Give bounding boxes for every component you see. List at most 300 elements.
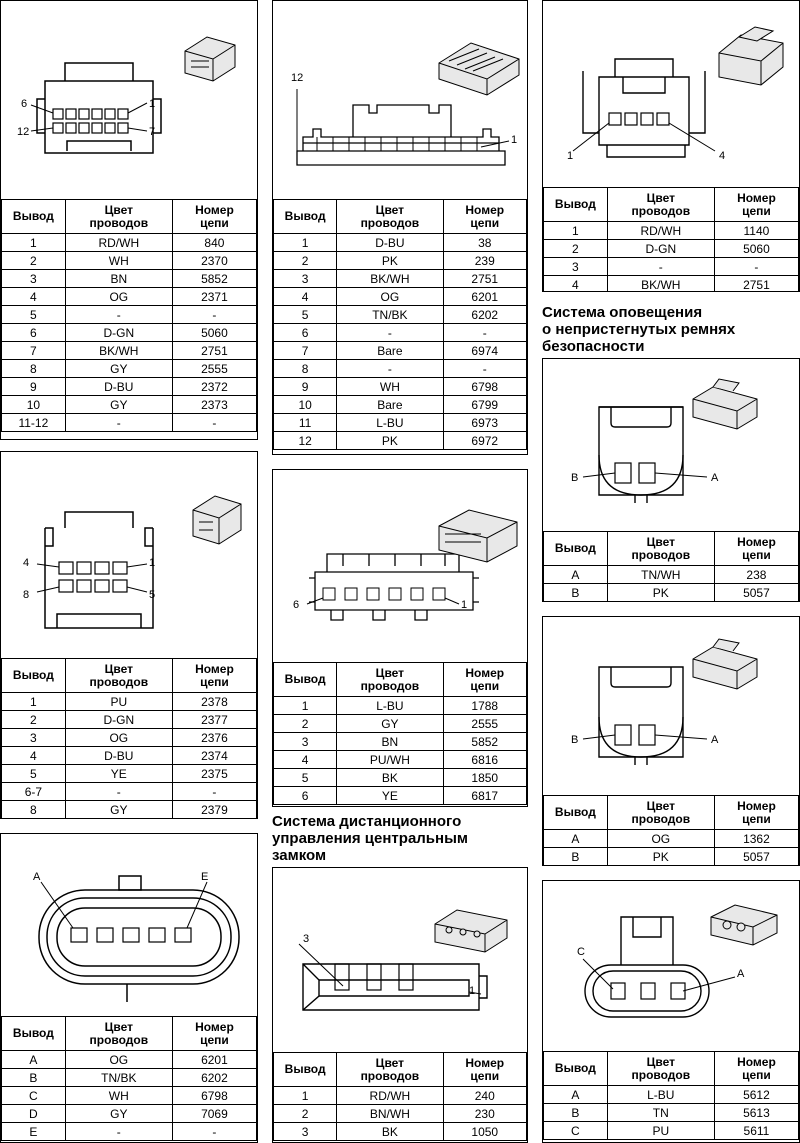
wire-color-cell: BK/WH xyxy=(337,270,443,288)
connector-panel-6 xyxy=(272,867,528,1143)
pin-cell: B xyxy=(544,848,608,866)
table-row xyxy=(274,715,527,733)
wire-color-cell: BK/WH xyxy=(607,276,714,293)
table-row xyxy=(544,584,799,602)
wire-color-cell: PU/WH xyxy=(337,751,443,769)
pin-cell: 4 xyxy=(544,276,608,293)
connector-1-label-b: 1 xyxy=(149,98,156,110)
connector-5-table xyxy=(273,662,527,805)
pin-cell: C xyxy=(2,1087,66,1105)
circuit-number-cell: 2555 xyxy=(443,715,527,733)
pin-header: Вывод xyxy=(544,1052,608,1086)
pin-cell: 5 xyxy=(2,306,66,324)
connector-10-diagram xyxy=(543,881,799,1053)
connector-10-photo-icon xyxy=(711,905,777,945)
connector-10-label-a: C xyxy=(577,946,585,958)
table-row xyxy=(544,1122,799,1140)
heading-line: Система оповещения xyxy=(542,304,703,321)
circuit-header: Номер цепи xyxy=(714,796,798,830)
wire-color-cell: OG xyxy=(65,288,172,306)
pin-cell: B xyxy=(544,1104,608,1122)
connector-9-photo-icon xyxy=(693,639,757,689)
wire-color-cell: OG xyxy=(337,288,443,306)
circuit-number-cell: 1788 xyxy=(443,697,527,715)
pin-cell: A xyxy=(544,1086,608,1104)
circuit-number-cell: 2370 xyxy=(172,252,256,270)
pin-header: Вывод xyxy=(2,1017,66,1051)
table-row xyxy=(2,1087,257,1105)
table-row xyxy=(274,270,527,288)
circuit-number-cell: 5852 xyxy=(172,270,256,288)
connector-1-rows xyxy=(2,234,257,432)
connector-6-table xyxy=(273,1052,527,1141)
table-row xyxy=(544,1104,799,1122)
table-row xyxy=(274,342,527,360)
connector-7-rows xyxy=(544,222,799,293)
connector-9-table xyxy=(543,795,799,866)
pin-cell: 11 xyxy=(274,414,337,432)
wire-color-cell: Bare xyxy=(337,342,443,360)
color-header: Цвет проводов xyxy=(607,1052,714,1086)
pin-cell: 1 xyxy=(544,222,608,240)
connector-9-label-a: B xyxy=(571,734,579,746)
heading-line: безопасности xyxy=(542,338,645,355)
connector-4-photo-icon xyxy=(439,43,519,95)
color-header: Цвет проводов xyxy=(607,188,714,222)
table-row xyxy=(274,360,527,378)
circuit-number-cell: 2379 xyxy=(172,801,256,819)
circuit-number-cell: 5057 xyxy=(714,848,798,866)
wire-color-cell: GY xyxy=(65,396,172,414)
wire-color-cell: PU xyxy=(65,693,172,711)
table-row xyxy=(274,396,527,414)
circuit-number-cell: 240 xyxy=(443,1087,527,1105)
pin-cell: A xyxy=(544,830,608,848)
table-row xyxy=(2,765,257,783)
connector-1-photo-icon xyxy=(185,37,235,81)
connector-10-table xyxy=(543,1051,799,1140)
pin-cell: C xyxy=(544,1122,608,1140)
pin-cell: 3 xyxy=(274,733,337,751)
color-header: Цвет проводов xyxy=(337,200,443,234)
pin-cell: 1 xyxy=(2,234,66,252)
pin-cell: 6-7 xyxy=(2,783,66,801)
wire-color-cell: D-BU xyxy=(65,378,172,396)
connector-8-table xyxy=(543,531,799,602)
pin-cell: 12 xyxy=(274,432,337,450)
table-row xyxy=(274,378,527,396)
connector-panel-9 xyxy=(542,616,800,866)
pin-cell: 2 xyxy=(544,240,608,258)
circuit-number-cell: 230 xyxy=(443,1105,527,1123)
circuit-header: Номер цепи xyxy=(714,188,798,222)
pin-cell: 7 xyxy=(274,342,337,360)
circuit-header: Номер цепи xyxy=(443,663,527,697)
pin-cell: 7 xyxy=(2,342,66,360)
pin-header: Вывод xyxy=(274,200,337,234)
connector-9-rows xyxy=(544,830,799,866)
connector-6-rows xyxy=(274,1087,527,1141)
pin-cell: 6 xyxy=(274,787,337,805)
connector-2-label-c: 8 xyxy=(23,589,30,601)
connector-panel-10 xyxy=(542,880,800,1143)
connector-1-table xyxy=(1,199,257,432)
table-row xyxy=(2,711,257,729)
table-row xyxy=(2,1123,257,1141)
table-row xyxy=(2,747,257,765)
table-row xyxy=(274,1105,527,1123)
wire-color-cell: PK xyxy=(337,432,443,450)
color-header: Цвет проводов xyxy=(65,659,172,693)
pin-cell: 8 xyxy=(274,360,337,378)
connector-7-diagram xyxy=(543,1,799,189)
wire-color-cell: PU xyxy=(607,1122,714,1140)
circuit-number-cell: 1140 xyxy=(714,222,798,240)
table-row xyxy=(2,1051,257,1069)
table-row xyxy=(2,414,257,432)
circuit-number-cell: 5611 xyxy=(714,1122,798,1140)
heading-line: о непристегнутых ремнях xyxy=(542,321,736,338)
table-row xyxy=(274,1087,527,1105)
connector-4-table xyxy=(273,199,527,450)
pin-cell: 2 xyxy=(274,715,337,733)
pin-cell: 6 xyxy=(2,324,66,342)
circuit-number-cell: 6201 xyxy=(443,288,527,306)
pin-cell: 3 xyxy=(544,258,608,276)
connector-1-label-c: 12 xyxy=(17,126,30,138)
wire-color-cell: - xyxy=(337,360,443,378)
connector-panel-5 xyxy=(272,469,528,807)
connector-5-rows xyxy=(274,697,527,805)
section-heading-remote-lock xyxy=(272,813,468,864)
pin-cell: 1 xyxy=(2,693,66,711)
pin-cell: 9 xyxy=(2,378,66,396)
pin-cell: 6 xyxy=(274,324,337,342)
connector-2-label-a: 4 xyxy=(23,557,30,569)
circuit-number-cell: 2378 xyxy=(172,693,256,711)
pin-cell: 3 xyxy=(2,729,66,747)
circuit-number-cell: 840 xyxy=(172,234,256,252)
table-row xyxy=(274,1123,527,1141)
circuit-number-cell: 238 xyxy=(714,566,798,584)
circuit-header: Номер цепи xyxy=(443,1053,527,1087)
wire-color-cell: BK/WH xyxy=(65,342,172,360)
pin-cell: 2 xyxy=(274,252,337,270)
connector-7-label-b: 4 xyxy=(719,150,726,162)
wire-color-cell: GY xyxy=(65,1105,172,1123)
connector-9-label-b: A xyxy=(711,734,719,746)
connector-panel-4 xyxy=(272,0,528,455)
pin-cell: B xyxy=(544,584,608,602)
pin-cell: 3 xyxy=(2,270,66,288)
pin-cell: 8 xyxy=(2,801,66,819)
connector-1-label-d: 7 xyxy=(149,126,156,138)
circuit-number-cell: 38 xyxy=(443,234,527,252)
pin-cell: 2 xyxy=(274,1105,337,1123)
pin-header: Вывод xyxy=(544,188,608,222)
pin-cell: 1 xyxy=(274,234,337,252)
wire-color-cell: OG xyxy=(65,729,172,747)
table-row xyxy=(274,751,527,769)
pin-cell: 9 xyxy=(274,378,337,396)
color-header: Цвет проводов xyxy=(65,200,172,234)
connector-5-label-a: 6 xyxy=(293,599,300,611)
wire-color-cell: BK xyxy=(337,769,443,787)
circuit-number-cell: 2374 xyxy=(172,747,256,765)
connector-1-label-a: 6 xyxy=(21,98,28,110)
connector-4-label-a: 12 xyxy=(291,72,304,84)
connector-3-label-b: E xyxy=(201,871,209,883)
pin-header: Вывод xyxy=(544,532,608,566)
circuit-number-cell: - xyxy=(172,414,256,432)
circuit-number-cell: 1050 xyxy=(443,1123,527,1141)
connector-10-label-b: A xyxy=(737,968,745,980)
circuit-number-cell: 6202 xyxy=(172,1069,256,1087)
connector-3-rows xyxy=(2,1051,257,1141)
wire-color-cell: Bare xyxy=(337,396,443,414)
wire-color-cell: D-GN xyxy=(607,240,714,258)
pin-cell: 5 xyxy=(2,765,66,783)
heading-line: Система дистанционного xyxy=(272,813,462,830)
wire-color-cell: PK xyxy=(607,848,714,866)
heading-line: управления центральным xyxy=(272,830,468,847)
circuit-header: Номер цепи xyxy=(714,532,798,566)
circuit-number-cell: 6974 xyxy=(443,342,527,360)
connector-2-photo-icon xyxy=(193,496,241,544)
wire-color-cell: RD/WH xyxy=(607,222,714,240)
table-row xyxy=(274,697,527,715)
table-row xyxy=(2,306,257,324)
table-row xyxy=(2,288,257,306)
wire-color-cell: BK xyxy=(337,1123,443,1141)
wire-color-cell: - xyxy=(65,783,172,801)
table-row xyxy=(2,693,257,711)
circuit-number-cell: - xyxy=(172,306,256,324)
pin-cell: 11-12 xyxy=(2,414,66,432)
table-row xyxy=(544,258,799,276)
connector-8-label-a: B xyxy=(571,472,579,484)
circuit-number-cell: 2372 xyxy=(172,378,256,396)
circuit-number-cell: 5060 xyxy=(714,240,798,258)
connector-panel-2 xyxy=(0,451,258,819)
wire-color-cell: L-BU xyxy=(607,1086,714,1104)
pin-cell: 1 xyxy=(274,1087,337,1105)
color-header: Цвет проводов xyxy=(337,663,443,697)
wire-color-cell: WH xyxy=(65,1087,172,1105)
wire-color-cell: WH xyxy=(65,252,172,270)
color-header: Цвет проводов xyxy=(607,796,714,830)
wire-color-cell: RD/WH xyxy=(65,234,172,252)
wire-color-cell: PK xyxy=(607,584,714,602)
pin-cell: A xyxy=(2,1051,66,1069)
wire-color-cell: RD/WH xyxy=(337,1087,443,1105)
circuit-number-cell: 6972 xyxy=(443,432,527,450)
pin-cell: 4 xyxy=(274,288,337,306)
pin-cell: E xyxy=(2,1123,66,1141)
table-row xyxy=(544,222,799,240)
connector-3-diagram xyxy=(1,834,257,1016)
circuit-number-cell: - xyxy=(172,1123,256,1141)
connector-3-label-a: A xyxy=(33,871,41,883)
connector-panel-1 xyxy=(0,0,258,440)
connector-1-diagram xyxy=(1,1,257,201)
wire-color-cell: - xyxy=(607,258,714,276)
table-row xyxy=(544,848,799,866)
table-row xyxy=(2,360,257,378)
table-row xyxy=(544,566,799,584)
table-row xyxy=(2,783,257,801)
table-row xyxy=(2,1105,257,1123)
circuit-header: Номер цепи xyxy=(172,1017,256,1051)
wire-color-cell: YE xyxy=(337,787,443,805)
connector-2-table xyxy=(1,658,257,819)
connector-6-diagram xyxy=(273,868,527,1052)
connector-6-label-a: 3 xyxy=(303,933,310,945)
circuit-number-cell: 6817 xyxy=(443,787,527,805)
circuit-number-cell: 1362 xyxy=(714,830,798,848)
table-row xyxy=(274,414,527,432)
pin-cell: 10 xyxy=(274,396,337,414)
wire-color-cell: PK xyxy=(337,252,443,270)
pin-cell: 4 xyxy=(274,751,337,769)
pin-cell: 5 xyxy=(274,306,337,324)
circuit-number-cell: 2377 xyxy=(172,711,256,729)
connector-3-table xyxy=(1,1016,257,1141)
color-header: Цвет проводов xyxy=(607,532,714,566)
circuit-number-cell: 2555 xyxy=(172,360,256,378)
circuit-header: Номер цепи xyxy=(443,200,527,234)
table-row xyxy=(544,240,799,258)
connector-panel-7 xyxy=(542,0,800,292)
connector-8-label-b: A xyxy=(711,472,719,484)
wire-color-cell: BN xyxy=(337,733,443,751)
pin-cell: 8 xyxy=(2,360,66,378)
table-row xyxy=(2,1069,257,1087)
wire-color-cell: OG xyxy=(607,830,714,848)
table-row xyxy=(2,801,257,819)
circuit-number-cell: 6816 xyxy=(443,751,527,769)
color-header: Цвет проводов xyxy=(337,1053,443,1087)
wire-color-cell: D-GN xyxy=(65,324,172,342)
pin-cell: 1 xyxy=(274,697,337,715)
circuit-header: Номер цепи xyxy=(714,1052,798,1086)
connector-2-rows xyxy=(2,693,257,819)
wire-color-cell: - xyxy=(65,414,172,432)
pin-cell: 2 xyxy=(2,711,66,729)
wire-color-cell: GY xyxy=(337,715,443,733)
circuit-number-cell: 239 xyxy=(443,252,527,270)
circuit-number-cell: 5852 xyxy=(443,733,527,751)
circuit-number-cell: 1850 xyxy=(443,769,527,787)
connector-2-label-b: 1 xyxy=(149,557,156,569)
connector-2-label-d: 5 xyxy=(149,589,156,601)
circuit-number-cell: 2373 xyxy=(172,396,256,414)
section-heading-seatbelt xyxy=(542,304,735,355)
circuit-number-cell: 2751 xyxy=(172,342,256,360)
table-row xyxy=(274,288,527,306)
pin-cell: 3 xyxy=(274,270,337,288)
connector-4-rows xyxy=(274,234,527,450)
wire-color-cell: BN/WH xyxy=(337,1105,443,1123)
circuit-number-cell: 6973 xyxy=(443,414,527,432)
connector-7-photo-icon xyxy=(719,27,783,85)
circuit-number-cell: 6201 xyxy=(172,1051,256,1069)
wire-color-cell: D-GN xyxy=(65,711,172,729)
pin-header: Вывод xyxy=(2,200,66,234)
connector-5-diagram xyxy=(273,470,527,664)
wire-color-cell: WH xyxy=(337,378,443,396)
circuit-number-cell: 6798 xyxy=(172,1087,256,1105)
table-row xyxy=(274,769,527,787)
color-header: Цвет проводов xyxy=(65,1017,172,1051)
pin-cell: D xyxy=(2,1105,66,1123)
table-row xyxy=(544,276,799,293)
wire-color-cell: GY xyxy=(65,801,172,819)
connector-9-diagram xyxy=(543,617,799,797)
pin-cell: 2 xyxy=(2,252,66,270)
connector-2-diagram xyxy=(1,452,257,658)
table-row xyxy=(2,378,257,396)
table-row xyxy=(274,432,527,450)
circuit-number-cell: - xyxy=(172,783,256,801)
wire-color-cell: GY xyxy=(65,360,172,378)
connector-7-table xyxy=(543,187,799,292)
pin-cell: 3 xyxy=(274,1123,337,1141)
connector-8-photo-icon xyxy=(693,379,757,429)
connector-panel-8 xyxy=(542,358,800,602)
pin-header: Вывод xyxy=(274,1053,337,1087)
wire-color-cell: TN/BK xyxy=(65,1069,172,1087)
wire-color-cell: L-BU xyxy=(337,697,443,715)
circuit-number-cell: - xyxy=(714,258,798,276)
circuit-number-cell: 5612 xyxy=(714,1086,798,1104)
connector-panel-3 xyxy=(0,833,258,1143)
connector-6-photo-icon xyxy=(435,910,507,952)
circuit-number-cell: 6799 xyxy=(443,396,527,414)
table-row xyxy=(274,234,527,252)
circuit-header: Номер цепи xyxy=(172,659,256,693)
connector-10-rows xyxy=(544,1086,799,1140)
circuit-number-cell: - xyxy=(443,324,527,342)
table-row xyxy=(274,733,527,751)
circuit-number-cell: 2371 xyxy=(172,288,256,306)
wire-color-cell: OG xyxy=(65,1051,172,1069)
wire-color-cell: BN xyxy=(65,270,172,288)
pin-header: Вывод xyxy=(274,663,337,697)
pin-header: Вывод xyxy=(544,796,608,830)
circuit-number-cell: 6202 xyxy=(443,306,527,324)
table-row xyxy=(2,234,257,252)
wire-color-cell: D-BU xyxy=(65,747,172,765)
table-row xyxy=(2,252,257,270)
pin-cell: B xyxy=(2,1069,66,1087)
connector-5-label-b: 1 xyxy=(461,599,468,611)
wire-color-cell: L-BU xyxy=(337,414,443,432)
table-row xyxy=(274,324,527,342)
connector-6-label-b: 1 xyxy=(469,985,476,997)
circuit-number-cell: 6798 xyxy=(443,378,527,396)
wire-color-cell: YE xyxy=(65,765,172,783)
circuit-number-cell: - xyxy=(443,360,527,378)
pin-cell: 5 xyxy=(274,769,337,787)
table-row xyxy=(2,324,257,342)
connector-8-diagram xyxy=(543,359,799,533)
connector-8-rows xyxy=(544,566,799,602)
wire-color-cell: D-BU xyxy=(337,234,443,252)
circuit-header: Номер цепи xyxy=(172,200,256,234)
circuit-number-cell: 5060 xyxy=(172,324,256,342)
table-row xyxy=(274,787,527,805)
